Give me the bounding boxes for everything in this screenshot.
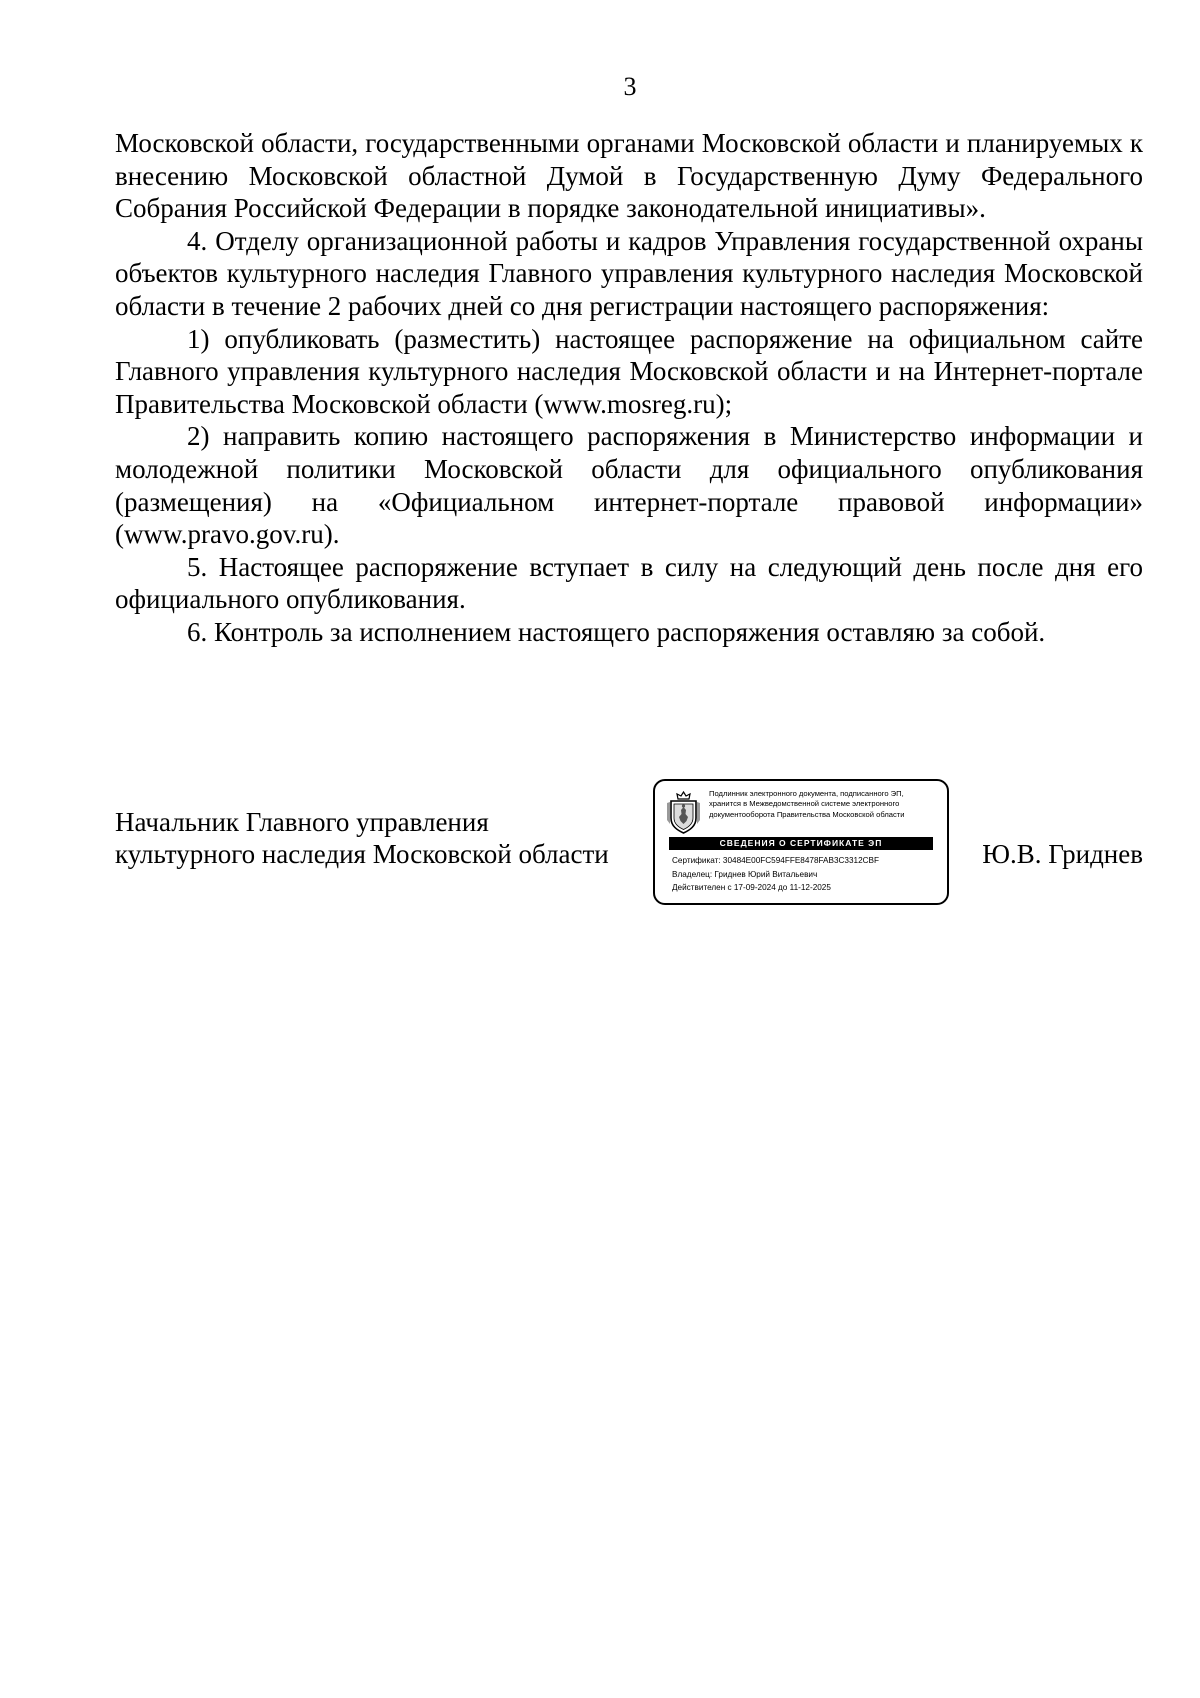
stamp-note-line: документооборота Правительства Московской области xyxy=(709,809,905,819)
paragraph-item-6: 6. Контроль за исполнением настоящего распоряжения оставляю за собой. xyxy=(187,616,1046,647)
signatory-position xyxy=(115,806,609,870)
stamp-header: СВЕДЕНИЯ О СЕРТИФИКАТЕ ЭП xyxy=(669,837,933,850)
moscow-oblast-coat-of-arms-icon xyxy=(666,790,701,834)
page-number: 3 xyxy=(623,72,637,101)
paragraph-item-5: 5. Настоящее распоряжение вступает в силу на следующий день после дня его официального опубликования. xyxy=(115,551,1143,615)
paragraph-continuation: Московской области, государственными органами Московской области и планируемых к внесению Московской областной Думой в Государственную Думу Федерального Собрания Российской Федерации в порядке законодательной инициативы». xyxy=(115,128,1143,224)
signatory-name: Ю.В. Гриднев xyxy=(982,839,1143,869)
stamp-owner: Владелец: Гриднев Юрий Витальевич xyxy=(672,869,818,879)
stamp-validity: Действителен с 17-09-2024 до 11-12-2025 xyxy=(672,883,831,892)
paragraph-item-4-1: 1) опубликовать (разместить) настоящее распоряжение на официальном сайте Главного управления культурного наследия Московской области и на Интернет-портале Правительства Московской области (www.mosreg.ru); xyxy=(115,323,1143,419)
paragraph-item-4-2: 2) направить копию настоящего распоряжения в Министерство информации и молодежной политики Московской области для официального опубликования (размещения) на «Официальном интернет-портале правовой информации» (www.pravo.gov.ru). xyxy=(115,421,1143,550)
signatory-position-line: Начальник Главного управления xyxy=(115,807,489,837)
stamp-details xyxy=(672,854,942,895)
paragraph-item-4: 4. Отделу организационной работы и кадров Управления государственной охраны объектов культурного наследия Главного управления культурного наследия Московской области в течение 2 рабочих дней со дня регистрации настоящего распоряжения: xyxy=(115,225,1143,321)
document-body xyxy=(115,127,1143,649)
electronic-signature-stamp xyxy=(653,779,949,905)
stamp-certificate: Сертификат: 30484E00FC594FFE8478FAB3C3312CBF xyxy=(672,856,880,865)
stamp-note xyxy=(709,789,945,820)
stamp-note-line: Подлинник электронного документа, подписанного ЭП, xyxy=(709,789,904,798)
signatory-position-line: культурного наследия Московской области xyxy=(115,839,609,869)
stamp-note-line: хранится в Межведомственной системе электронного xyxy=(709,799,900,809)
